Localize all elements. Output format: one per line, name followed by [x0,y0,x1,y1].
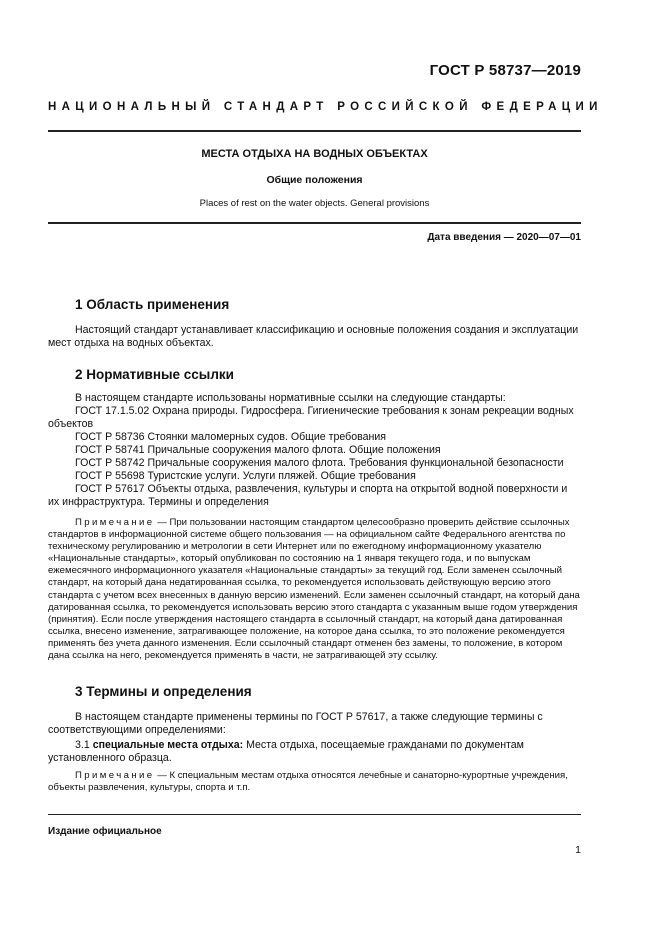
note-label: Примечание [75,770,155,781]
page-number: 1 [575,844,581,856]
reference-text: ГОСТ 17.1.5.02 Охрана природы. Гидросфера. Гигиенические требования к зонам рекреации водных объектов [48,405,574,430]
reference-item: ГОСТ Р 58736 Стоянки маломерных судов. Общие требования [75,431,386,443]
term-number: 3.1 [75,739,90,751]
footer-divider [48,814,581,815]
section-1-text-content: Настоящий стандарт устанавливает классификацию и основные положения создания и эксплуатации мест отдыха на водных объектах. [48,324,579,349]
section-3-heading: 3 Термины и определения [75,684,252,699]
introduction-date: Дата введения — 2020—07—01 [427,232,581,243]
document-number: ГОСТ Р 58737—2019 [429,62,581,79]
reference-item: ГОСТ Р 55698 Туристские услуги. Услуги пляжей. Общие требования [75,470,416,482]
section-1-text [48,324,581,350]
reference-item: ГОСТ Р 58741 Причальные сооружения малого флота. Общие положения [75,444,441,456]
section-3-note [48,770,581,794]
term-name: специальные места отдыха: [92,739,244,751]
section-2-heading: 2 Нормативные ссылки [75,367,234,382]
note-label: Примечание [75,517,155,528]
reference-text: ГОСТ Р 57617 Объекты отдыха, развлечения, культуры и спорта на открытой водной поверхности и их инфраструктура. Термины и определения [48,483,568,508]
edition-label: Издание официальное [48,826,162,837]
reference-item [48,405,581,431]
document-title: МЕСТА ОТДЫХА НА ВОДНЫХ ОБЪЕКТАХ [201,148,428,160]
title-divider [48,222,581,224]
section-2-intro: В настоящем стандарте использованы нормативные ссылки на следующие стандарты: [75,392,506,404]
section-3-intro-text: В настоящем стандарте применены термины по ГОСТ Р 57617, а также следующие термины с соответствующими определениями: [48,711,543,736]
reference-item: ГОСТ Р 58742 Причальные сооружения малого флота. Требования функциональной безопасности [75,457,564,469]
section-1-heading: 1 Область применения [75,297,230,312]
note-text: — При пользовании настоящим стандартом целесообразно проверить действие ссылочных стандартов в информационной системе общего пользования — на официальном сайте Федерального агентства по техническому регулированию и метрологии в сети Интернет или по ежегодному информационному указателю «Национальные стандарты», который опубликован по состоянию на 1 января текущего года, и по выпускам ежемесячного информационного указателя «Национальные стандарты» за текущий год. Если заменен ссылочный стандарт, на который дана недатированная ссылка, то рекомендуется использовать действующую версию этого стандарта с учетом всех внесенных в данную версию изменений. Если заменен ссылочный стандарт, на который дана датированная ссылка, то рекомендуется использовать версию этого стандарта с указанным выше годом утверждения (принятия). Если после утверждения настоящего стандарта в ссылочный стандарт, на который дана датированная ссылка, внесено изменение, затрагивающее положение, на которое дана ссылка, то это положение рекомендуется применять без учета данного изменения. Если ссылочный стандарт отменен без замены, то положение, в котором дана ссылка на него, рекомендуется применять в части, не затрагивающей эту ссылку. [48,517,580,662]
term-definition [48,739,581,765]
section-2-note [48,517,581,662]
reference-item [48,483,581,509]
english-title: Places of rest on the water objects. General provisions [199,198,430,209]
note-text: — К специальным местам отдыха относятся лечебные и санаторно-курортные учреждения, объекты развлечения, культуры, спорта и т.п. [48,770,568,794]
term-definition-text: Места отдыха, посещаемые гражданами по документам установленного образца. [48,739,524,764]
header-divider [48,130,581,132]
national-standard-banner: НАЦИОНАЛЬНЫЙ СТАНДАРТ РОССИЙСКОЙ ФЕДЕРАЦИИ [48,101,603,113]
document-subtitle: Общие положения [266,174,363,186]
section-3-intro [48,711,581,737]
